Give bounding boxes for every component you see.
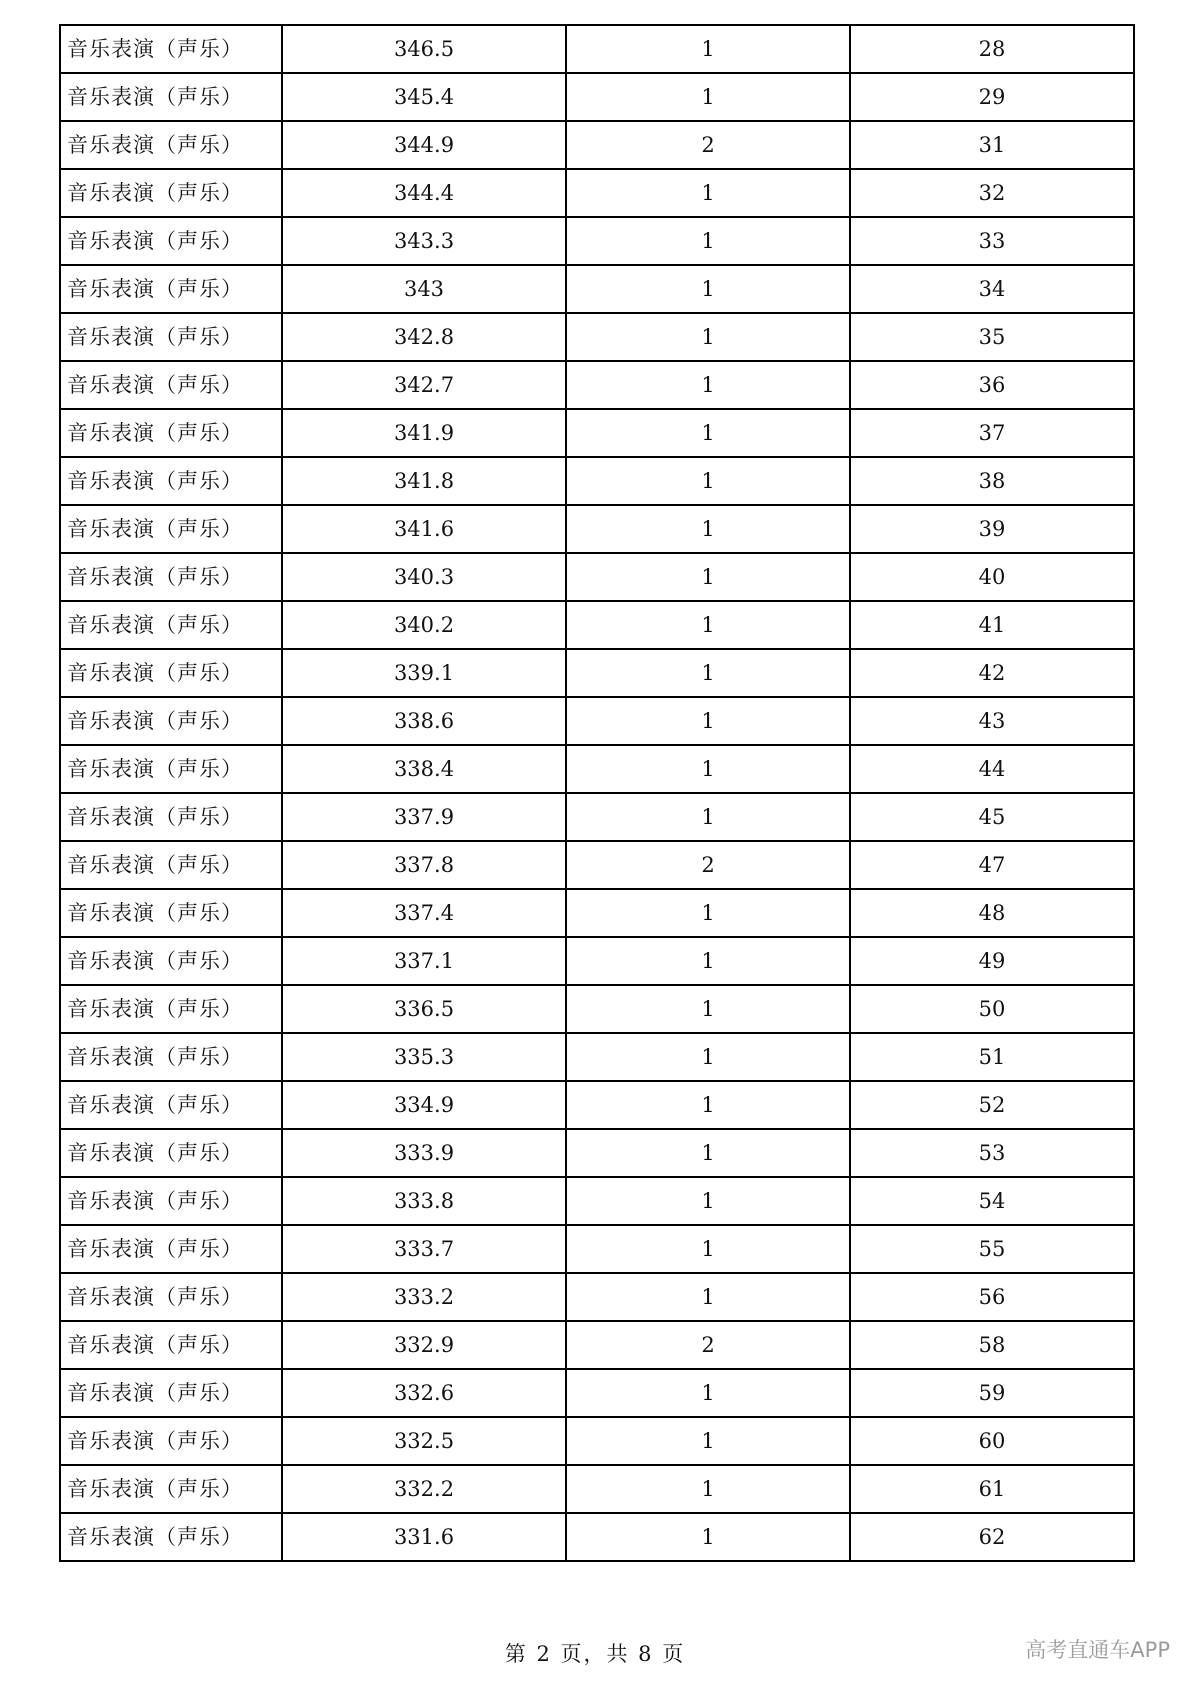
table-row	[60, 937, 1134, 985]
table-row	[60, 697, 1134, 745]
table-row	[60, 1369, 1134, 1417]
cumulative-cell: 33	[850, 217, 1134, 265]
major-cell: 音乐表演（声乐）	[60, 1417, 282, 1465]
score-cell: 333.2	[282, 1273, 566, 1321]
table-body	[60, 25, 1134, 1561]
count-cell: 1	[566, 25, 850, 73]
score-cell: 332.9	[282, 1321, 566, 1369]
table-row	[60, 1465, 1134, 1513]
table-row	[60, 745, 1134, 793]
major-cell: 音乐表演（声乐）	[60, 1513, 282, 1561]
table-row	[60, 1273, 1134, 1321]
cumulative-cell: 54	[850, 1177, 1134, 1225]
count-cell: 1	[566, 361, 850, 409]
count-cell: 1	[566, 601, 850, 649]
major-cell: 音乐表演（声乐）	[60, 1129, 282, 1177]
score-cell: 338.4	[282, 745, 566, 793]
table-row	[60, 649, 1134, 697]
major-cell: 音乐表演（声乐）	[60, 745, 282, 793]
count-cell: 1	[566, 1177, 850, 1225]
table-row	[60, 889, 1134, 937]
table-row	[60, 313, 1134, 361]
count-cell: 1	[566, 217, 850, 265]
score-cell: 332.6	[282, 1369, 566, 1417]
score-cell: 337.8	[282, 841, 566, 889]
count-cell: 1	[566, 409, 850, 457]
count-cell: 1	[566, 169, 850, 217]
score-cell: 342.8	[282, 313, 566, 361]
cumulative-cell: 45	[850, 793, 1134, 841]
score-cell: 343	[282, 265, 566, 313]
table-row	[60, 985, 1134, 1033]
major-cell: 音乐表演（声乐）	[60, 601, 282, 649]
cumulative-cell: 39	[850, 505, 1134, 553]
count-cell: 1	[566, 313, 850, 361]
count-cell: 2	[566, 121, 850, 169]
cumulative-cell: 58	[850, 1321, 1134, 1369]
count-cell: 1	[566, 1417, 850, 1465]
score-cell: 337.9	[282, 793, 566, 841]
score-cell: 338.6	[282, 697, 566, 745]
cumulative-cell: 29	[850, 73, 1134, 121]
major-cell: 音乐表演（声乐）	[60, 937, 282, 985]
major-cell: 音乐表演（声乐）	[60, 169, 282, 217]
count-cell: 2	[566, 1321, 850, 1369]
cumulative-cell: 61	[850, 1465, 1134, 1513]
count-cell: 1	[566, 265, 850, 313]
score-cell: 331.6	[282, 1513, 566, 1561]
table-row	[60, 265, 1134, 313]
major-cell: 音乐表演（声乐）	[60, 505, 282, 553]
cumulative-cell: 41	[850, 601, 1134, 649]
cumulative-cell: 32	[850, 169, 1134, 217]
count-cell: 1	[566, 73, 850, 121]
score-cell: 335.3	[282, 1033, 566, 1081]
table-row	[60, 841, 1134, 889]
score-cell: 333.8	[282, 1177, 566, 1225]
major-cell: 音乐表演（声乐）	[60, 793, 282, 841]
score-cell: 339.1	[282, 649, 566, 697]
page-number: 第 2 页，共 8 页	[504, 1642, 686, 1666]
major-cell: 音乐表演（声乐）	[60, 265, 282, 313]
major-cell: 音乐表演（声乐）	[60, 1081, 282, 1129]
table-row	[60, 1129, 1134, 1177]
count-cell: 1	[566, 985, 850, 1033]
count-cell: 1	[566, 649, 850, 697]
score-cell: 332.5	[282, 1417, 566, 1465]
score-cell: 340.3	[282, 553, 566, 601]
cumulative-cell: 35	[850, 313, 1134, 361]
score-cell: 337.1	[282, 937, 566, 985]
score-cell: 340.2	[282, 601, 566, 649]
table-row	[60, 409, 1134, 457]
table-row	[60, 121, 1134, 169]
watermark: 高考直通车APP	[1025, 1638, 1170, 1662]
table-row	[60, 1321, 1134, 1369]
major-cell: 音乐表演（声乐）	[60, 1321, 282, 1369]
table-row	[60, 25, 1134, 73]
major-cell: 音乐表演（声乐）	[60, 889, 282, 937]
major-cell: 音乐表演（声乐）	[60, 1465, 282, 1513]
count-cell: 1	[566, 1273, 850, 1321]
major-cell: 音乐表演（声乐）	[60, 313, 282, 361]
count-cell: 1	[566, 1225, 850, 1273]
major-cell: 音乐表演（声乐）	[60, 121, 282, 169]
cumulative-cell: 56	[850, 1273, 1134, 1321]
major-cell: 音乐表演（声乐）	[60, 841, 282, 889]
score-cell: 343.3	[282, 217, 566, 265]
major-cell: 音乐表演（声乐）	[60, 1225, 282, 1273]
score-cell: 333.9	[282, 1129, 566, 1177]
score-cell: 341.8	[282, 457, 566, 505]
count-cell: 1	[566, 745, 850, 793]
score-cell: 345.4	[282, 73, 566, 121]
table-row	[60, 1225, 1134, 1273]
score-cell: 341.6	[282, 505, 566, 553]
cumulative-cell: 40	[850, 553, 1134, 601]
cumulative-cell: 31	[850, 121, 1134, 169]
count-cell: 1	[566, 505, 850, 553]
cumulative-cell: 44	[850, 745, 1134, 793]
cumulative-cell: 43	[850, 697, 1134, 745]
major-cell: 音乐表演（声乐）	[60, 1033, 282, 1081]
cumulative-cell: 34	[850, 265, 1134, 313]
major-cell: 音乐表演（声乐）	[60, 649, 282, 697]
count-cell: 1	[566, 793, 850, 841]
table-row	[60, 1177, 1134, 1225]
cumulative-cell: 50	[850, 985, 1134, 1033]
major-cell: 音乐表演（声乐）	[60, 361, 282, 409]
cumulative-cell: 62	[850, 1513, 1134, 1561]
table-row	[60, 1417, 1134, 1465]
count-cell: 1	[566, 889, 850, 937]
count-cell: 1	[566, 1369, 850, 1417]
cumulative-cell: 37	[850, 409, 1134, 457]
count-cell: 1	[566, 457, 850, 505]
count-cell: 1	[566, 1081, 850, 1129]
major-cell: 音乐表演（声乐）	[60, 409, 282, 457]
cumulative-cell: 36	[850, 361, 1134, 409]
major-cell: 音乐表演（声乐）	[60, 985, 282, 1033]
major-cell: 音乐表演（声乐）	[60, 697, 282, 745]
score-cell: 344.4	[282, 169, 566, 217]
table-row	[60, 73, 1134, 121]
count-cell: 1	[566, 1465, 850, 1513]
table-row	[60, 169, 1134, 217]
score-cell: 337.4	[282, 889, 566, 937]
cumulative-cell: 48	[850, 889, 1134, 937]
cumulative-cell: 51	[850, 1033, 1134, 1081]
cumulative-cell: 42	[850, 649, 1134, 697]
major-cell: 音乐表演（声乐）	[60, 217, 282, 265]
cumulative-cell: 28	[850, 25, 1134, 73]
score-cell: 332.2	[282, 1465, 566, 1513]
table-row	[60, 457, 1134, 505]
table-row	[60, 1033, 1134, 1081]
major-cell: 音乐表演（声乐）	[60, 553, 282, 601]
major-cell: 音乐表演（声乐）	[60, 457, 282, 505]
cumulative-cell: 49	[850, 937, 1134, 985]
major-cell: 音乐表演（声乐）	[60, 73, 282, 121]
count-cell: 1	[566, 1513, 850, 1561]
count-cell: 2	[566, 841, 850, 889]
score-cell: 341.9	[282, 409, 566, 457]
cumulative-cell: 47	[850, 841, 1134, 889]
cumulative-cell: 60	[850, 1417, 1134, 1465]
count-cell: 1	[566, 553, 850, 601]
score-cell: 333.7	[282, 1225, 566, 1273]
score-cell: 346.5	[282, 25, 566, 73]
major-cell: 音乐表演（声乐）	[60, 1177, 282, 1225]
count-cell: 1	[566, 1033, 850, 1081]
cumulative-cell: 38	[850, 457, 1134, 505]
score-cell: 336.5	[282, 985, 566, 1033]
table-row	[60, 217, 1134, 265]
cumulative-cell: 55	[850, 1225, 1134, 1273]
count-cell: 1	[566, 937, 850, 985]
table-row	[60, 793, 1134, 841]
major-cell: 音乐表演（声乐）	[60, 1369, 282, 1417]
score-table	[59, 24, 1135, 1562]
major-cell: 音乐表演（声乐）	[60, 25, 282, 73]
table-row	[60, 1513, 1134, 1561]
count-cell: 1	[566, 697, 850, 745]
table-row	[60, 361, 1134, 409]
cumulative-cell: 59	[850, 1369, 1134, 1417]
score-cell: 334.9	[282, 1081, 566, 1129]
cumulative-cell: 53	[850, 1129, 1134, 1177]
cumulative-cell: 52	[850, 1081, 1134, 1129]
table-row	[60, 601, 1134, 649]
table-row	[60, 505, 1134, 553]
major-cell: 音乐表演（声乐）	[60, 1273, 282, 1321]
count-cell: 1	[566, 1129, 850, 1177]
table-row	[60, 553, 1134, 601]
score-cell: 344.9	[282, 121, 566, 169]
table-row	[60, 1081, 1134, 1129]
score-cell: 342.7	[282, 361, 566, 409]
